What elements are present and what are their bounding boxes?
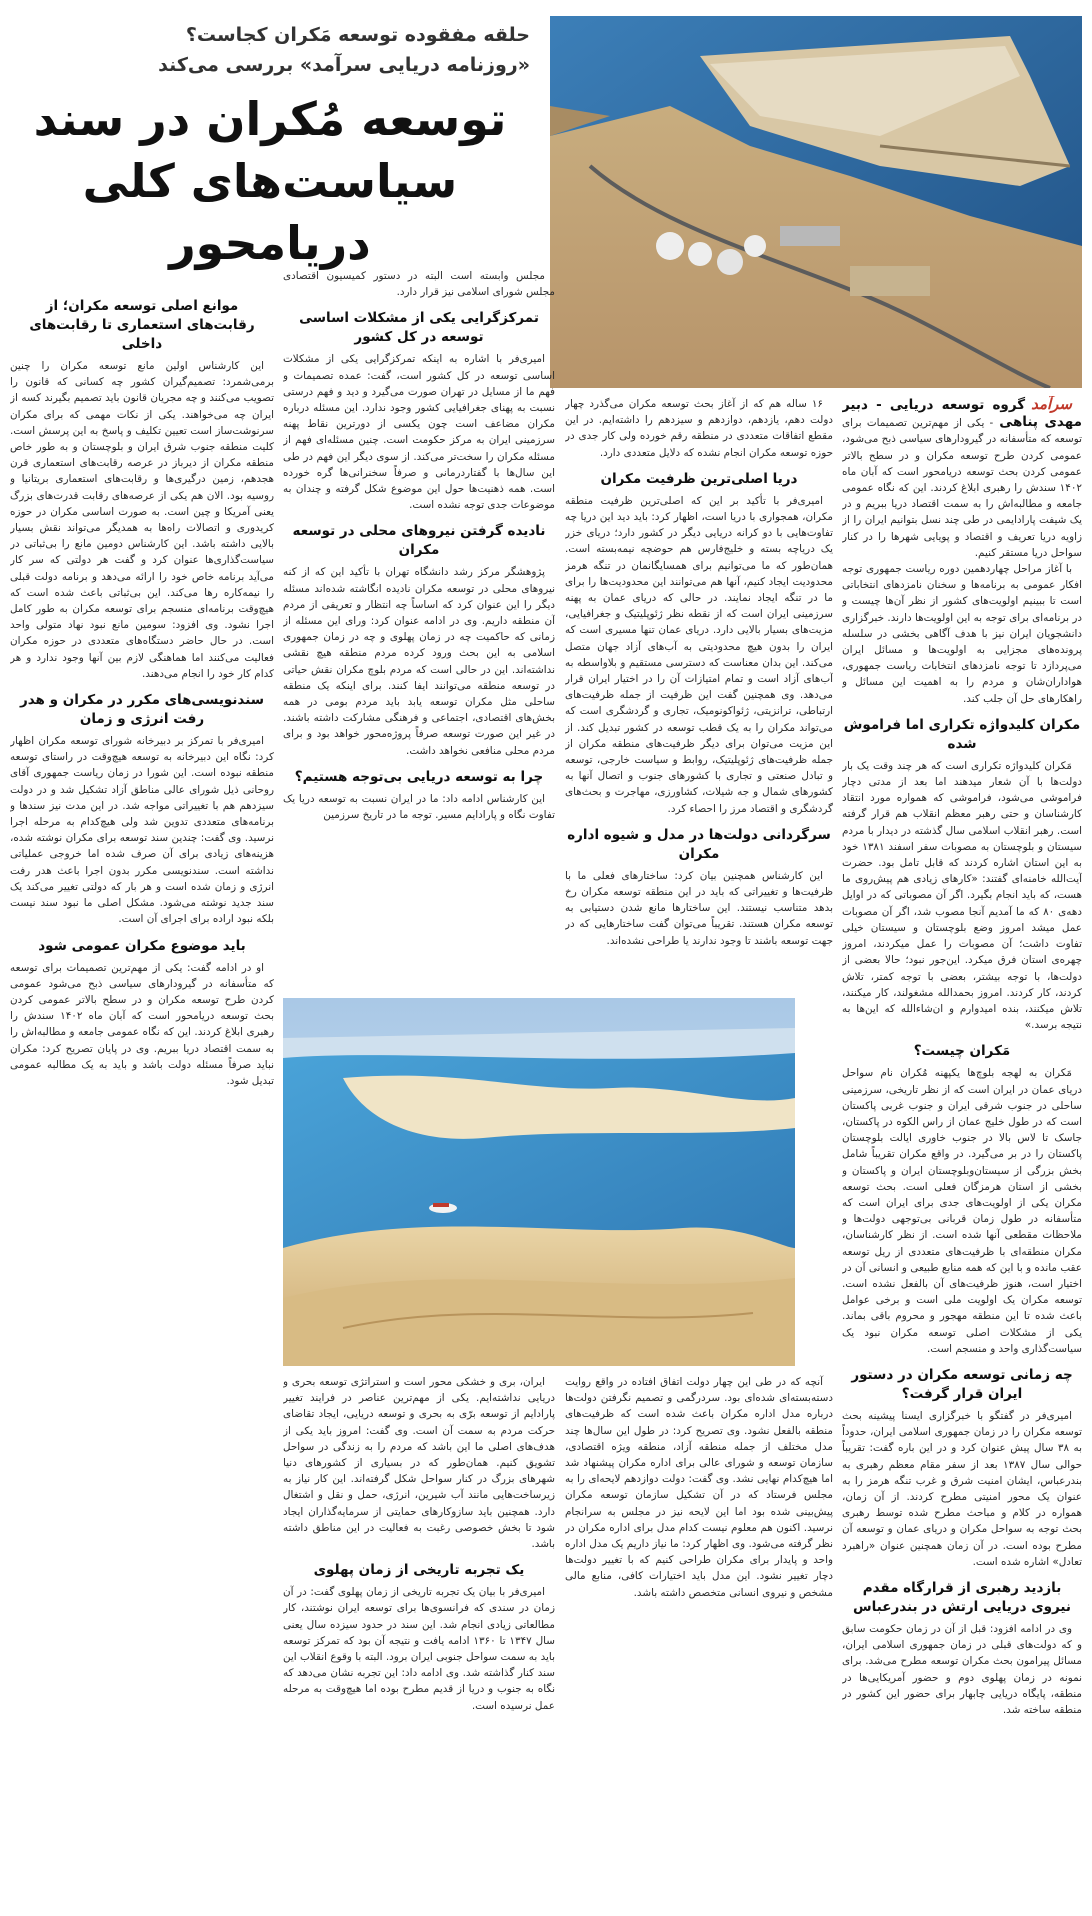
pahlavi-body: امیری‌فر با بیان یک تجربه تاریخی از زمان پهلوی گفت: در آن زمان در سندی که فرانسوی‌ها برای توسعه ایران نوشتند، کار مطالعاتی زیادی انجام شد. این سند در حدود سیزده سال یعنی سال ۱۳۴۷ تا ۱۳۶۰ ادامه یافت و نتیجه آن بود که تمرکز توسعه باید به سمت سواحل جنوبی ایران برود. البته با وقوع انقلاب این سند کنار گذاشته شد. وی ادامه داد: این تجربه نشان می‌دهد که نگاه به جنوب و دریا از قدیم مطرح بوده اما هیچ‌وقت به مرحله عمل نرسیده است. <box>283 1586 555 1712</box>
subhead-why: چرا به توسعه دریایی بی‌توجه هستیم؟ <box>294 768 544 785</box>
column-1 <box>842 396 1082 1906</box>
lead-paragraph <box>842 396 1082 561</box>
subhead-what: مَکران چیست؟ <box>913 1043 1011 1060</box>
subhead-pahlavi: یک تجربه تاریخی از زمان پهلوی <box>313 1562 525 1579</box>
subhead-turnover: سرگردانی دولت‌ها در مدل و شیوه اداره مکران <box>567 826 831 862</box>
column-3-upper <box>283 268 555 994</box>
column-2-upper <box>565 396 833 994</box>
when-body: امیری‌فر در گفتگو با خبرگزاری ایسنا پیشینه بحث توسعه مکران را در زمان جمهوری اسلامی ایران، حدوداً به ۳۸ سال پیش عنوان کرد و در این باره گفت: تقریباً حوالی سال ۱۳۸۷ بعد از سفر مقام معظم رهبری به بندرعباس، ایشان امنیت شرق و غرب تنگه هرمز را به عنوان یک محور امنیتی مطرح کردند. از آن زمان، همواره در کلام و مباحث مطرح شده توسط رهبری بحث توجه به سواحل مکران و دریای عمان و توسعه آن مطرح بوده است. در آن زمان همچنین عنوان «راهبرد تعادل» اشاره شده است. <box>842 1409 1082 1568</box>
column-4 <box>10 288 274 1906</box>
kicker-question: حلقه مفقوده توسعه مَکران کجاست؟ <box>185 24 530 46</box>
lead-text: - یکی از مهم‌ترین تصمیمات برای توسعه که متأسفانه در گیرودارهای سیاسی ذبح می‌شود، عمومی کردن طرح توسعه مکران و در سطح بالاتر عمومی کردن بحث توسعه دریامحور است که آبان ماه ۱۴۰۲ سندش را رهبری ابلاغ کردند. این که نگاه عمومی جامعه و مطالبه‌اش را به سمت اقتصاد دریا ببریم و در یک شیفت پارادایمی در طی چند نسل بتوانیم ایران را از زاویه دریا تعریف و اقتصاد و پویایی شهرها را در کنار سواحل دریا مستقر کنیم. <box>842 417 1082 559</box>
sea-capacity-body: امیری‌فر با تأکید بر این که اصلی‌ترین ظرفیت منطقه مکران، همجواری با دریا است، اظهار کرد: باید دید این دریا چه تفاوت‌هایی با دو کرانه دریایی دیگر در کشور دارد؛ دریای خزر یک دریاچه بسته و خلیج‌فارس هم حوضچه نیمه‌بسته است. همان‌طور که ما می‌توانیم برای همسایگانمان در تنگه هرمز محدودیت ایجاد کنیم، آنها هم می‌توانند این محدودیت‌ها را برای ما در تنگه ایجاد نمایند. در حالی که دریای عمان به پهنه سرزمینی ایران است که از نقطه نظر ژئوپلیتیک و جغرافیایی، مزیت‌های بسیار بالایی دارد. دریای عمان تنها مسیری است که ایران را بدون هیچ محدودیتی به آب‌های آزاد جهان متصل می‌کند. این بدان معناست که دسترسی مستقیم و بلاواسطه به آب‌های آزاد است و تمام امتیازات آن را در اختیار ایران قرار می‌دهد. وی همچنین گفت این ظرفیت از جمله ظرفیت‌های ارتباطی، ترانزیتی، ژئواکونومیک، تجاری و گردشگری است که می‌تواند مکران را به یک قطب توسعه در کشور تبدیل کند. از این مزیت می‌توان برای دیگر ظرفیت‌های منطقه مکران از جمله ظرفیت‌های ژئوپلیتیک، روابط و سیاست خارجی، توسعه و تبادل صنعتی و تجاری با کشورهای جنوب و اتصال آنها به کشورهای شمال و جه شیلات، کشاورزی، مهاجرت و بحث‌های گردشگری و اقتصاد مرز را احصاء کرد. <box>565 494 833 815</box>
port-aerial-illustration <box>550 16 1082 388</box>
desert-coast-illustration <box>283 998 795 1366</box>
column-3-lower <box>283 1374 555 1906</box>
what-body: مَکران به لهجه بلوچ‌ها یکپهنه مُکران نام سواحل دریای عمان در ایران است که از نظر تاریخی، سرزمینی ساحلی در جنوب شرقی ایران و جنوب غربی پاکستان است که در طول خلیج عمان از راس الکوه در پاکستان، جاسک تا لاس بالا در جنوب خاوری ایالت بلوچستان پاکستان را در بر می‌گیرد. در واقع مکران تقریباً شامل بخش بزرگی از سیستان‌وبلوچستان ایران و پاکستان و بخشی از استان هرمزگان فعلی است. بحث توسعه مکران یکی از اولویت‌های جدی برای ایران است که متأسفانه در طول زمان قربانی بی‌توجهی دولت‌ها و ملاحظات مقطعی آنها شده است. از نظر کارشناسان، مکران منطقه‌ای با ظرفیت‌های متعددی از ریل توسعه عقب مانده و با این که همه منابع طبیعی و انسانی آن در اختیار است، هنوز ظرفیت‌های آن بالفعل نشده است. توسعه مکران یک اولویت ملی است و برخی عوامل باعث شده تا این منطقه مهجور و محروم باقی بماند. یکی از مشکلات اصلی توسعه مکران نبود یک سیاست‌گذاری واحد و منسجم است. <box>842 1067 1082 1355</box>
desert-coast-photo <box>283 998 795 1366</box>
column-2-lower <box>565 1374 833 1906</box>
lower-c-body: ایران، بری و خشکی محور است و استراتژی توسعه بحری و دریایی نداشته‌ایم. یکی از مهم‌ترین عناصر در فرایند تغییر پارادایم از توسعه برّی به بحری و توسعه دریایی، ایجاد تقاضای حرکت مردم به سمت آن است. وی گفت: امروز باید یکی از هدف‌های اصلی ما این باشد که مردم را به زندگی در سواحل تشویق کنیم. همان‌طور که در بسیاری از کشورهای دنیا شهرهای بزرگ در کنار سواحل شکل گرفته‌اند. این کار نیاز به زیرساخت‌هایی مانند آب شیرین، انرژی، حمل و نقل و اشتغال دارد. همچنین باید سازوکارهای حمایتی از سرمایه‌گذاران ایجاد شود تا بخش خصوصی رغبت به فعالیت در این مناطق داشته باشد. <box>283 1376 555 1551</box>
local-forces-body: پژوهشگر مرکز رشد دانشگاه تهران با تأکید این که از کنه نیروهای محلی در توسعه مکران نادیده انگاشته شده‌اند مسئله دیگر را این عنوان کرد که اساساً چه انتظار و تعریفی از مردم آن منطقه داریم. وی در ادامه عنوان کرد: ورای این مسئله از زمانی که حاکمیت چه در زمان پهلوی و چه در زمان جمهوری اسلامی به این بحث ورود کرده مردم منطقه هیچ نقشی نداشته‌اند. این در حالی است که مردم بلوچ مکران نقش حیاتی در توسعه منطقه می‌توانند ایفا کنند. برای اینکه یک منطقه ساحلی مثل مکران توسعه یابد باید مردم بومی در همه بخش‌های اقتصادی، اجتماعی و فرهنگی مشارکت داشته باشند. در غیر این صورت توسعه صرفاً پروژه‌محور خواهد بود و برای مردم محلی منافعی نخواهد داشت. <box>283 566 555 757</box>
subhead-public: باید موضوع مکران عمومی شود <box>38 937 246 954</box>
port-aerial-photo <box>550 16 1082 388</box>
kicker-source: «روزنامه دریایی سرآمد» بررسی می‌کند <box>158 54 530 76</box>
lead-paragraph-2: با آغاز مراحل چهاردهمین دوره ریاست جمهوری توجه افکار عمومی به برنامه‌ها و سخنان نامزدهای انتخاباتی است تا ببینیم اولویت‌های کشور از نظر آن‌ها چیست و در برنامه‌ای برای توجه به این اولویت‌ها دارند. خبرگزاری دانشجویان ایران نیز با هدف آگاهی بخشی در سلسله پرونده‌های مجزایی به اولویت‌ها و مسائل ایران می‌پردازد تا توجه نامزدهای انتخابات ریاست جمهوری، هواداران‌شان و مردم را به اهمیت این مسائل و راهکارهای حل آن جلب کند. <box>842 563 1082 705</box>
subhead-navy: بازدید رهبری از قرارگاه مقدم نیروی دریایی ارتش در بندرعباس <box>853 1580 1071 1615</box>
headline-line-1: توسعه مُکران در سند <box>33 92 507 146</box>
origins-intro: ۱۶ ساله هم که از آغاز بحث توسعه مکران می‌گذرد چهار دولت دهم، یازدهم، دوازدهم و سیزدهم را داشته‌ایم. در این مقطع اتفاقات متعددی در منطقه رقم خورده ولی کار جدی در حوزه توسعه مکران انجام نشده که دلایل متعددی دارد. <box>565 398 833 459</box>
subhead-when: چه زمانی توسعه مکران در دستور ایران قرار گرفت؟ <box>851 1366 1073 1402</box>
headline-line-2: سیاست‌های کلی دریامحور <box>82 154 458 270</box>
subhead-obstacles: موانع اصلی توسعه مکران؛ از رقابت‌های استعماری تا رقابت‌های داخلی <box>29 298 255 352</box>
forgotten-body: مَکران کلیدواژه تکراری است که هر چند وقت یک بار دولت‌ها با آن شعار میدهند اما بعد از مدتی دچار فراموشی می‌شود، فراموشی که همواره مورد انتقاد کارشناسان و حتی رهبر معظم انقلاب هم قرار گرفته است. رهبر انقلاب اسلامی سال گذشته در دیدار با مردم سیستان و بلوچستان به مصوبات سفر اسفند ۱۳۸۱ خود به این استان اشاره کردند که قابل تامل بود. حضرت آیت‌الله خامنه‌ای گفتند: «کارهای زیادی هم پیش‌روی ما هست، که باید انجام بگیرد. اگر آن مصوباتی که در اوایل دهه‌ی ۸۰ که ما آمدیم آنجا مصوب شد، اگر آن مصوبات عمل میشد امروز وضع بلوچستان و سیستان خیلی تفاوت داشت؛ آن مصوبات را عمل میکردند، امروز چهره‌ی استان فرق میکرد. این‌جور نبود؛ حالا بعضی از دولت‌ها، با توجه بیشتر، بعضی با توجه کمتر، تلاش کردند، کار کردند. امروز بحمدالله مشغولند، کار میکنند، تلاش میکنند، بنده امیدوارم و ان‌شاءالله که این‌ها به نتیجه برسد.» <box>842 759 1082 1032</box>
parliament-body: مجلس وابسته است البته در دستور کمیسیون اقتصادی مجلس شورای اسلامی نیز قرار دارد. <box>283 270 555 299</box>
obstacles-body: این کارشناس اولین مانع توسعه مکران را چنین برمی‌شمرد: تصمیم‌گیران کشور چه کسانی که قانون را تصویب می‌کنند و چه مجریان قانون باید تصمیم بگیرند کسه از ایران چه می‌خواهند. یکی از نکات مهمی که برای مکران سرنوشت‌ساز است تعیین تکلیف و پاسخ به این پرسش است. کلیت منطقه جنوب شرق ایران و بلوچستان و به طور خاص منطقه مکران از دیرباز در عرصه رقابت‌های استعماری قرن هجدهم، زمین درگیری‌ها و رقابت‌های استعماری بریتانیا و روسیه بود. الان هم یکی از عرصه‌های رقابت قدرت‌های بزرگ یعنی آمریکا و چین است. به صورت اساسی مکران در حوزه کریدوری و اتصالات راه‌ها به همدیگر می‌تواند نقش بسیار بالایی داشته باشد. این کارشناس دومین مانع را بی‌ثباتی در سیاست‌گذاری‌ها عنوان کرد و گفت هر دولتی که سر کار می‌آید برنامه خاص خود را ارائه می‌دهد و برنامه دولت قبلی را نیمه‌کاره رها می‌کند. این بی‌ثباتی باعث شده است که هیچ‌وقت برنامه‌ای منسجم برای توسعه مکران به طور کامل اجرا نشود. وی افزود: سومین مانع نبود نهاد متولی واحد است. در حال حاضر دستگاه‌های متعددی در حوزه مکران فعالیت می‌کنند اما هماهنگی لازم بین آنها وجود ندارد و هر کدام کار خود را انجام می‌دهند. <box>10 360 274 680</box>
brand-logo: سرآمد <box>1031 396 1072 413</box>
energy-body: امیری‌فر با تمرکز بر دبیرخانه شورای توسعه مکران اظهار کرد: نگاه این دبیرخانه به توسعه هیچ‌وقت در راستای توسعه منطقه نبوده است. این شورا در زمان ریاست جمهوری آقای روحانی ذیل شورای عالی مناطق آزاد تشکیل شد و در دولت سیزدهم هم با تغییراتی مواجه شد. در این مدت نیز سندها و برنامه‌های متعددی تدوین شد ولی هیچ‌کدام به مرحله اجرا نرسید. وی گفت: چندین سند توسعه برای مکران نوشته شده، هزینه‌های زیادی برای آن صرف شده اما خروجی عملیاتی نداشته است. سندنویسی مکرر بدون اجرا باعث هدر رفت انرژی و زمان شده است و هر بار که دولتی تغییر می‌کند یک سند جدید نوشته می‌شود. مشکل اصلی ما نبود سند نیست بلکه نبود اراده برای اجرای آن است. <box>10 735 274 926</box>
main-headline <box>10 88 530 274</box>
lower-b-body: آنچه که در طی این چهار دولت اتفاق افتاده در واقع روایت دسته‌بسته‌ای شده‌ای بود. سردرگمی و تصمیم نگرفتن دولت‌ها درباره مدل اداره مکران باعث شده است که ظرفیت‌های منطقه بالفعل نشود. وی تصریح کرد: در طول این سال‌ها چند مدل مختلف از جمله منطقه آزاد، منطقه ویژه اقتصادی، سازمان توسعه و شورای عالی برای اداره مکران پیشنهاد شد اما هیچ‌کدام نهایی نشد. وی گفت: دولت دوازدهم لایحه‌ای را به مجلس فرستاد که در آن تشکیل سازمان توسعه مکران پیش‌بینی شده بود اما این لایحه نیز در مجلس به سرانجام نرسید. اکنون هم معلوم نیست کدام مدل برای اداره مکران در نظر گرفته می‌شود. وی اظهار کرد: ما نیاز داریم یک مدل اداره واحد و پایدار برای مکران طراحی کنیم که با تغییر دولت‌ها دچار تغییر نشود. این مدل باید اختیارات کافی، منابع مالی مشخص و نیروی انسانی متخصص داشته باشد. <box>565 1376 833 1599</box>
subhead-sea-capacity: دریا اصلی‌ترین ظرفیت مکران <box>600 470 798 487</box>
turnover-body: این کارشناس همچنین بیان کرد: ساختارهای فعلی ما با ظرفیت‌ها و تغییراتی که باید در این منطقه توسعه مکران رخ بدهد متناسب نیستند. این ساختارها مانع شدن دستیابی به توسعه مکران هستند. تقریباً می‌توان گفت ساختارهایی که در جهت توسعه باشند تا وجود ندارند یا طراحی نشده‌اند. <box>565 869 833 947</box>
navy-body: وی در ادامه افزود: قبل از آن در زمان حکومت سابق و که دولت‌های قبلی در زمان جمهوری اسلامی ایران، مسائل پیرامون بحث مکران توسعه مطرح می‌شد. برای نمونه در زمان پهلوی دوم و حضور آمریکایی‌ها در منطقه، پایگاه دریایی چابهار برای حضور این کشور در منطقه ساخته شد. <box>842 1623 1082 1717</box>
subhead-energy: سندنویسی‌های مکرر در مکران و هدر رفت انرژی و زمان <box>19 692 265 728</box>
centralism-body: امیری‌فر با اشاره به اینکه تمرکزگرایی یکی از مشکلات اساسی توسعه در کل کشور است، گفت: عمده تصمیمات و فهم ما از مسایل در تهران صورت می‌گیرد و دید و فهم درستی نسبت به پهنای جغرافیایی کشور وجود ندارد. این مسئله درباره مکران مضاعف است چون یکسی از دورترین نقاط پهنه سرزمینی ایران به مرکز حکومت است. چنین مسئله‌ای فهم از مسئله مکران را سخت‌تر می‌کند. از سوی دیگر این فهم در طی این سال‌ها با گفتاردرمانی و صرفاً سخنرانی‌ها گره خورده است. همه ذهنیت‌ها حول این موضوع شکل گرفته و چندان به موضوعات جدی توجه نشده است. <box>283 353 555 512</box>
public-body: او در ادامه گفت: یکی از مهم‌ترین تصمیمات برای توسعه که متأسفانه در گیرودارهای سیاسی ذبح می‌شود عمومی کردن طرح توسعه مکران و در سطح بالاتر عمومی کردن بحث توسعه دریامحور است که آبان ماه ۱۴۰۲ سندش را رهبری ابلاغ کردند. این که نگاه عمومی جامعه و مطالبه‌اش را به سمت اقتصاد دریا ببریم. وی در پایان تصریح کرد: مکران نباید صرفاً مسئله دولت باشد و باید به یک مطالبه عمومی تبدیل شود. <box>10 961 274 1087</box>
byline: گروه توسعه دریایی - دبیر مهدی پناهی <box>842 397 1082 431</box>
why-body: این کارشناس ادامه داد: ما در ایران نسبت به توسعه دریا یک تفاوت نگاه و پارادایم مسیر. توجه ما در تاریخ سرزمین <box>283 792 555 822</box>
subhead-local-forces: نادیده گرفتن نیروهای محلی در توسعه مکران <box>292 523 546 559</box>
subhead-forgotten: مکران کلیدواژه تکراری اما فراموش شده <box>843 716 1081 752</box>
subhead-centralism: تمرکزگرایی یکی از مشکلات اساسی توسعه در کل کشور <box>299 310 539 346</box>
